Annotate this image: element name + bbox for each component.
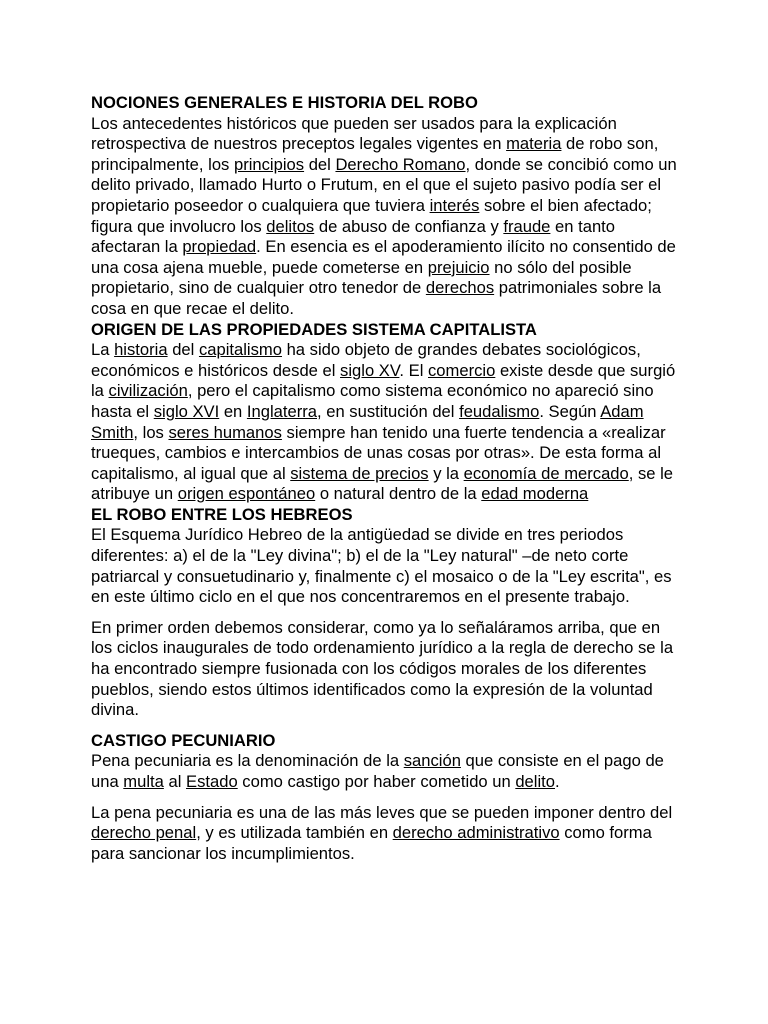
link-civilizacion[interactable]: civilización: [108, 381, 188, 401]
link-origen-espontaneo[interactable]: origen espontáneo: [177, 484, 316, 504]
paragraph-text: existe desde que surgió la: [91, 360, 676, 401]
link-derecho-administrativo[interactable]: derecho administrativo: [392, 823, 560, 843]
section-heading: NOCIONES GENERALES E HISTORIA DEL ROBO: [91, 93, 478, 112]
paragraph-text: , los: [133, 422, 169, 442]
link-comercio[interactable]: comercio: [428, 360, 496, 380]
link-siglo-xvi[interactable]: siglo XVI: [153, 401, 220, 421]
paragraph-text: . Según: [539, 401, 601, 421]
link-economia-de-mercado[interactable]: economía de mercado: [463, 463, 629, 483]
paragraph-text: que consiste en el pago de una: [91, 751, 664, 791]
paragraph-text: sobre el bien afectado; figura que involucro los: [91, 195, 652, 236]
link-derecho-penal[interactable]: derecho penal: [91, 823, 197, 843]
paragraph-text: Los antecedentes históricos que pueden ser usados para la explicación retrospectiva de nuestros preceptos legales vigentes en: [91, 113, 617, 154]
section-heading: ORIGEN DE LAS PROPIEDADES SISTEMA CAPITALISTA: [91, 319, 537, 339]
paragraph-text: El Esquema Jurídico Hebreo de la antigüedad se divide en tres periodos diferentes: a) el de la "Ley divina"; b) el de la "Ley natural" –de neto corte patriarcal y consuetudinario y, finalmente c) el mosaico o de la "Ley escrita", es en este último ciclo en el que nos concentraremos en el presente trabajo.: [91, 525, 672, 607]
paragraph-text: ha sido objeto de grandes debates sociológicos, económicos e históricos desde el: [91, 340, 641, 380]
link-principios[interactable]: principios: [233, 154, 305, 174]
section-heading: EL ROBO ENTRE LOS HEBREOS: [91, 504, 353, 524]
link-sancion[interactable]: sanción: [403, 751, 461, 771]
body-paragraph: [91, 618, 681, 721]
link-historia[interactable]: historia: [114, 340, 168, 360]
paragraph-text: Pena pecuniaria es la denominación de la: [91, 751, 404, 771]
body-paragraph: [91, 803, 681, 865]
link-delitos[interactable]: delitos: [266, 216, 315, 236]
link-propiedad[interactable]: propiedad: [182, 237, 257, 257]
link-interes[interactable]: interés: [429, 195, 480, 215]
paragraph-text: . El: [399, 360, 428, 380]
paragraph-text: y la: [428, 463, 464, 483]
link-prejuicio[interactable]: prejuicio: [427, 257, 490, 277]
paragraph-text: en: [219, 401, 247, 421]
link-edad-moderna[interactable]: edad moderna: [481, 484, 589, 504]
paragraph-text: en tanto afectaran la: [91, 216, 616, 257]
paragraph-text: , donde se concibió como un delito privado, llamado Hurto o Frutum, en el que el sujeto pasivo podía ser el propietario poseedor o cualquiera que tuviera: [91, 154, 677, 215]
link-fraude[interactable]: fraude: [503, 216, 551, 236]
paragraph-text: .: [555, 772, 560, 791]
body-paragraph: [91, 751, 681, 792]
link-siglo-xv[interactable]: siglo XV: [340, 360, 400, 380]
link-adam-smith[interactable]: Adam Smith: [91, 401, 644, 442]
paragraph-text: al: [163, 772, 187, 791]
link-delito[interactable]: delito: [515, 772, 555, 791]
body-paragraph: [91, 340, 681, 505]
paragraph-text: siempre han tenido una fuerte tendencia a «realizar trueques, cambios e intercambios de unas cosas por otras». De esta forma al capitalismo, al igual que al: [91, 422, 666, 483]
paragraph-text: , y es utilizada también en: [196, 823, 393, 843]
link-multa[interactable]: multa: [123, 772, 164, 791]
link-capitalismo[interactable]: capitalismo: [198, 340, 282, 360]
link-seres-humanos[interactable]: seres humanos: [168, 422, 282, 442]
paragraph-text: La: [91, 340, 115, 360]
paragraph-text: de abuso de confianza y: [314, 216, 504, 236]
paragraph-text: , en sustitución del: [317, 401, 460, 421]
link-estado[interactable]: Estado: [186, 772, 238, 791]
paragraph-text: , se le atribuye un: [91, 463, 674, 504]
paragraph-text: patrimoniales sobre la cosa en que recae el delito.: [91, 278, 662, 318]
section-heading: CASTIGO PECUNIARIO: [91, 730, 276, 750]
link-sistema-de-precios[interactable]: sistema de precios: [290, 463, 429, 483]
paragraph-text: La pena pecuniaria es una de las más leves que se pueden imponer dentro del: [91, 802, 673, 822]
link-materia[interactable]: materia: [506, 134, 562, 154]
link-derecho-romano[interactable]: Derecho Romano: [335, 154, 466, 174]
paragraph-text: como forma para sancionar los incumplimientos.: [91, 823, 652, 863]
paragraph-text: , pero el capitalismo como sistema económico no apareció sino hasta el: [91, 381, 654, 421]
document-page: [91, 93, 681, 864]
paragraph-text: como castigo por haber cometido un: [237, 772, 516, 791]
paragraph-text: del: [304, 154, 336, 174]
body-paragraph: [91, 114, 681, 320]
link-feudalismo[interactable]: feudalismo: [459, 401, 540, 421]
paragraph-text: o natural dentro de la: [315, 484, 482, 504]
paragraph-text: del: [167, 340, 199, 360]
link-inglaterra[interactable]: Inglaterra: [246, 401, 318, 421]
paragraph-text: En primer orden debemos considerar, como ya lo señaláramos arriba, que en los ciclos inaugurales de todo ordenamiento jurídico a la regla de derecho se la ha encontrado siempre fusionada con los códigos morales de los diferentes pueblos, siendo estos últimos identificados como la expresión de la voluntad divina.: [91, 617, 674, 720]
paragraph-text: de robo son, principalmente, los: [91, 134, 659, 174]
paragraph-text: . En esencia es el apoderamiento ilícito no consentido de una cosa ajena mueble, puede cometerse en: [91, 237, 676, 277]
link-derechos[interactable]: derechos: [425, 278, 495, 298]
paragraph-text: no sólo del posible propietario, sino de cualquier otro tenedor de: [91, 257, 632, 298]
body-paragraph: [91, 525, 681, 607]
